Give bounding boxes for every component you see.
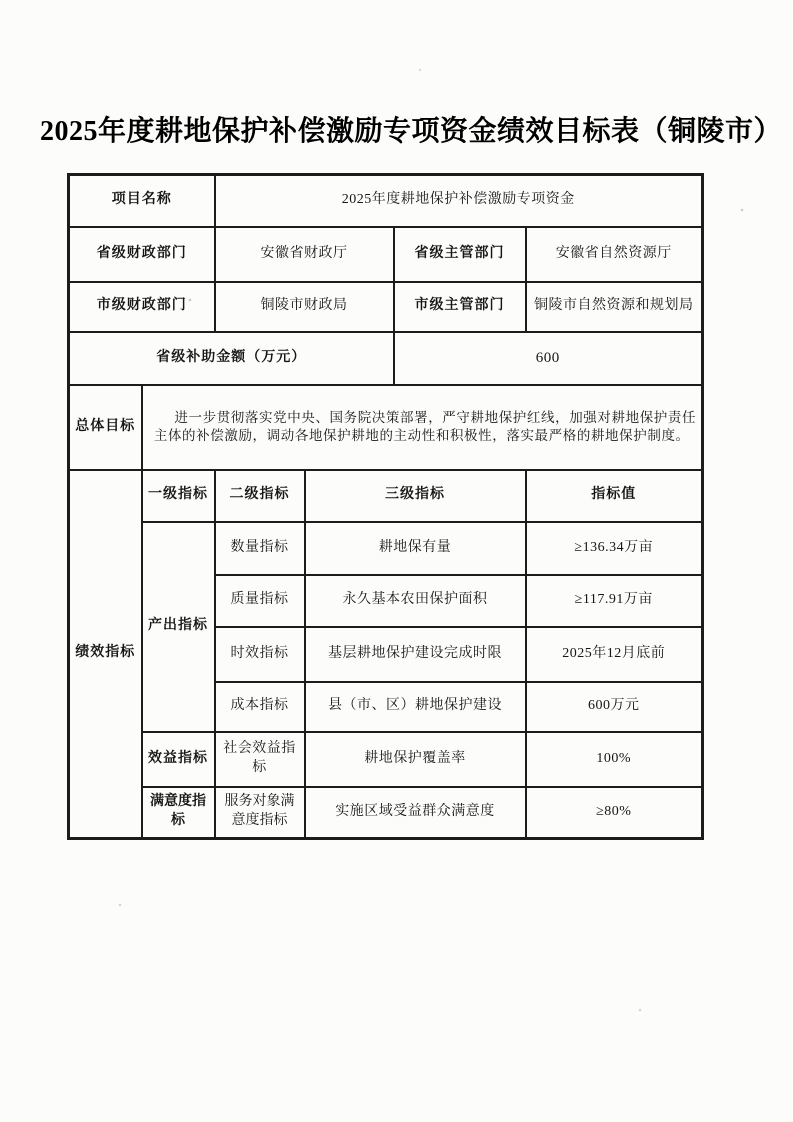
indicator-value: ≥117.91万亩 (526, 575, 703, 627)
subsidy-label: 省级补助金额（万元） (69, 332, 394, 385)
header-value: 指标值 (526, 470, 703, 522)
indicator-value: ≥136.34万亩 (526, 522, 703, 575)
group-output-label: 产出指标 (142, 522, 215, 732)
indicator-level3: 县（市、区）耕地保护建设 (305, 682, 526, 732)
indicator-value: 600万元 (526, 682, 703, 732)
municipal-finance-label: 市级财政部门 (69, 282, 215, 332)
indicator-level3: 永久基本农田保护面积 (305, 575, 526, 627)
indicator-level3: 基层耕地保护建设完成时限 (305, 627, 526, 682)
indicator-level2: 时效指标 (215, 627, 305, 682)
provincial-authority-label: 省级主管部门 (394, 227, 526, 282)
row-overall-goal (69, 385, 703, 470)
row-indicator-headers (69, 470, 703, 522)
indicator-value: 2025年12月底前 (526, 627, 703, 682)
row-subsidy (69, 332, 703, 385)
municipal-finance-value: 铜陵市财政局 (215, 282, 394, 332)
provincial-finance-label: 省级财政部门 (69, 227, 215, 282)
indicator-level2: 质量指标 (215, 575, 305, 627)
project-name-value: 2025年度耕地保护补偿激励专项资金 (215, 175, 703, 227)
row-project-name (69, 175, 703, 227)
indicator-section-label: 绩效指标 (69, 470, 142, 839)
indicator-level3: 耕地保护覆盖率 (305, 732, 526, 787)
row-provincial-depts (69, 227, 703, 282)
provincial-finance-value: 安徽省财政厅 (215, 227, 394, 282)
row-municipal-depts (69, 282, 703, 332)
header-level2: 二级指标 (215, 470, 305, 522)
provincial-authority-value: 安徽省自然资源厅 (526, 227, 703, 282)
municipal-authority-label: 市级主管部门 (394, 282, 526, 332)
group-satisfaction-label: 满意度指标 (142, 787, 215, 839)
indicator-level3: 耕地保有量 (305, 522, 526, 575)
header-level3: 三级指标 (305, 470, 526, 522)
indicator-level3: 实施区域受益群众满意度 (305, 787, 526, 839)
indicator-level2: 服务对象满意度指标 (215, 787, 305, 839)
overall-goal-label: 总体目标 (69, 385, 142, 470)
indicator-row (69, 522, 703, 575)
indicator-row (69, 787, 703, 839)
group-benefit-label: 效益指标 (142, 732, 215, 787)
indicator-level2: 成本指标 (215, 682, 305, 732)
indicator-value: ≥80% (526, 787, 703, 839)
indicator-level2: 数量指标 (215, 522, 305, 575)
performance-target-table (67, 173, 704, 840)
page-title: 2025年度耕地保护补偿激励专项资金绩效目标表（铜陵市） (40, 116, 783, 147)
indicator-value: 100% (526, 732, 703, 787)
overall-goal-cell (142, 385, 703, 470)
overall-goal-text: 进一步贯彻落实党中央、国务院决策部署，严守耕地保护红线，加强对耕地保护责任主体的补偿激励，调动各地保护耕地的主动性和积极性，落实最严格的耕地保护制度。 (153, 409, 697, 443)
project-name-label: 项目名称 (69, 175, 215, 227)
header-level1: 一级指标 (142, 470, 215, 522)
indicator-row (69, 732, 703, 787)
indicator-level2: 社会效益指标 (215, 732, 305, 787)
municipal-authority-value: 铜陵市自然资源和规划局 (526, 282, 703, 332)
subsidy-value: 600 (394, 332, 703, 385)
